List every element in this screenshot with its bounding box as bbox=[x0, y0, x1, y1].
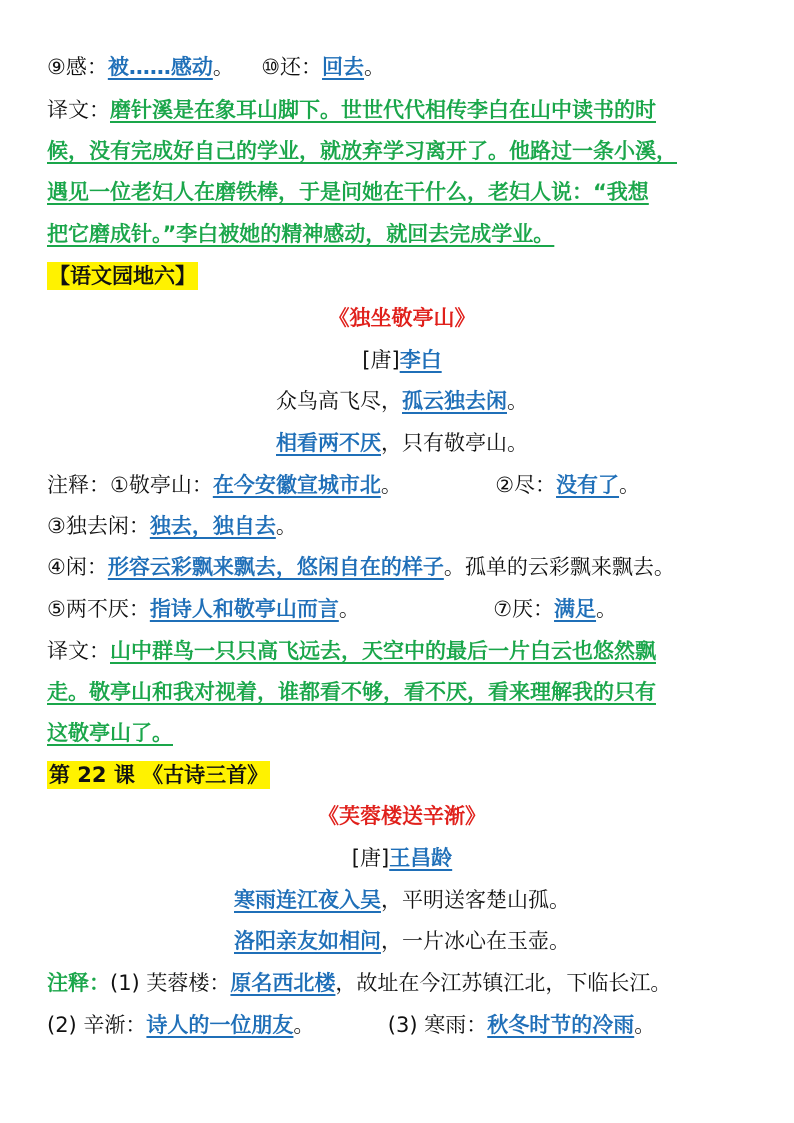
translation-1-line-1 bbox=[47, 95, 757, 125]
poem-2-author: 王昌龄 bbox=[389, 846, 453, 870]
note-1-end: 。 bbox=[380, 473, 402, 497]
poem-2-line-2-text: ，一片冰心在玉壶。 bbox=[381, 929, 570, 953]
note-7-label: ⑦厌： bbox=[493, 597, 555, 621]
note-1-label: ①敬亭山： bbox=[110, 473, 213, 497]
note-5-answer: 指诗人和敬亭山而言 bbox=[149, 597, 339, 621]
poem-1-notes-row-1 bbox=[47, 470, 757, 500]
poem-1-line-2-blank: 相看两不厌 bbox=[276, 431, 381, 455]
note-3-end: 。 bbox=[275, 514, 297, 538]
translation-1-text: 遇见一位老妇人在磨铁棒，于是问她在干什么，老妇人说：“我想 bbox=[47, 180, 649, 204]
section-heading-yuwen-yuandi-6: 【语文园地六】 bbox=[49, 264, 196, 288]
note-4-answer: 形容云彩飘来飘去，悠闲自在的样子 bbox=[107, 555, 444, 579]
note-9-label: ⑨感： bbox=[47, 55, 108, 79]
note-1-label: (1) 芙蓉楼： bbox=[110, 971, 231, 995]
poem-2-notes-row-1 bbox=[47, 968, 757, 998]
poem-1-notes-row-2 bbox=[47, 511, 757, 541]
translation-2-text: 山中群鸟一只只高飞远去，天空中的最后一片白云也悠然飘 bbox=[110, 639, 656, 663]
note-2-label: ②尽： bbox=[495, 473, 557, 497]
note-2-end: 。 bbox=[619, 473, 641, 497]
note-3-label: ③独去闲： bbox=[47, 514, 150, 538]
translation-1-text: 磨针溪是在象耳山脚下。世世代代相传李白在山中读书的时 bbox=[110, 98, 656, 122]
poem-1-notes-row-4 bbox=[47, 594, 757, 624]
poem-2-dynasty: [唐] bbox=[351, 846, 390, 870]
poem-2-notes-row-2 bbox=[47, 1010, 757, 1040]
poem-1-line-1-blank: 孤云独去闲 bbox=[402, 389, 507, 413]
poem-2-line-2-blank: 洛阳亲友如相问 bbox=[234, 929, 381, 953]
poem-1-title: 《独坐敬亭山》 bbox=[328, 306, 476, 330]
poem-1-line-2-text: ，只有敬亭山。 bbox=[381, 431, 528, 455]
note-7-answer: 满足 bbox=[554, 597, 597, 621]
note-2-label: (2) 辛渐： bbox=[47, 1013, 147, 1037]
note-1-answer: 在今安徽宣城市北 bbox=[212, 473, 381, 497]
note-3-end: 。 bbox=[634, 1013, 656, 1037]
translation-2-text: 这敬亭山了。 bbox=[47, 721, 173, 745]
translation-2-line-2 bbox=[47, 677, 757, 707]
note-10-label: ⑩还： bbox=[261, 55, 323, 79]
translation-1-label: 译文： bbox=[47, 98, 110, 122]
note-5-end: 。 bbox=[338, 597, 360, 621]
note-row-9-10 bbox=[47, 52, 757, 82]
note-4-label: ④闲： bbox=[47, 555, 108, 579]
note-5-label: ⑤两不厌： bbox=[47, 597, 150, 621]
note-2-end: 。 bbox=[293, 1013, 315, 1037]
poem-2-line-1 bbox=[47, 885, 757, 915]
note-1-answer: 原名西北楼 bbox=[230, 971, 336, 995]
note-3-label: (3) 寒雨： bbox=[387, 1013, 488, 1037]
notes-label: 注释： bbox=[47, 473, 110, 497]
translation-2-text: 走。敬亭山和我对视着，谁都看不够，看不厌，看来理解我的只有 bbox=[47, 680, 656, 704]
note-1-end: ，故址在今江苏镇江北，下临长江。 bbox=[335, 971, 672, 995]
note-2-answer: 诗人的一位朋友 bbox=[146, 1013, 294, 1037]
poem-1-line-2 bbox=[47, 428, 757, 458]
note-10-end: 。 bbox=[364, 55, 386, 79]
notes-label: 注释： bbox=[47, 971, 110, 995]
poem-1-line-1-end: 。 bbox=[507, 389, 528, 413]
lesson-heading-row bbox=[47, 760, 757, 790]
poem-1-dynasty: [唐] bbox=[362, 348, 400, 372]
translation-1-text: 把它磨成针。”李白被她的精神感动，就回去完成学业。 bbox=[47, 222, 555, 246]
poem-2-byline bbox=[47, 843, 757, 873]
poem-2-title: 《芙蓉楼送辛渐》 bbox=[318, 804, 486, 828]
translation-1-line-2 bbox=[47, 136, 757, 166]
note-3-answer: 独去，独自去 bbox=[149, 514, 276, 538]
note-9-answer: 被……感动 bbox=[107, 55, 213, 79]
note-7-end: 。 bbox=[596, 597, 618, 621]
poem-1-author: 李白 bbox=[399, 348, 442, 372]
note-4-end: 。孤单的云彩飘来飘去。 bbox=[443, 555, 675, 579]
translation-1-line-3 bbox=[47, 177, 757, 207]
poem-1-line-1 bbox=[47, 386, 757, 416]
poem-1-notes-row-3 bbox=[47, 552, 757, 582]
translation-2-line-3 bbox=[47, 718, 757, 748]
note-10-answer: 回去 bbox=[322, 55, 365, 79]
translation-2-label: 译文： bbox=[47, 639, 110, 663]
lesson-22-heading: 第 22 课 《古诗三首》 bbox=[49, 763, 269, 787]
translation-2-line-1 bbox=[47, 636, 757, 666]
translation-1-text: 候，没有完成好自己的学业，就放弃学习离开了。他路过一条小溪， bbox=[47, 139, 677, 163]
translation-1-line-4 bbox=[47, 219, 757, 249]
poem-1-byline bbox=[47, 345, 757, 375]
note-9-end: 。 bbox=[212, 55, 234, 79]
section-heading-row bbox=[47, 261, 757, 291]
poem-2-line-1-text: ，平明送客楚山孤。 bbox=[381, 888, 570, 912]
note-2-answer: 没有了 bbox=[556, 473, 620, 497]
poem-1-line-1-text: 众鸟高飞尽， bbox=[276, 389, 402, 413]
poem-2-line-1-blank: 寒雨连江夜入吴 bbox=[234, 888, 381, 912]
note-3-answer: 秋冬时节的冷雨 bbox=[487, 1013, 635, 1037]
poem-2-line-2 bbox=[47, 926, 757, 956]
